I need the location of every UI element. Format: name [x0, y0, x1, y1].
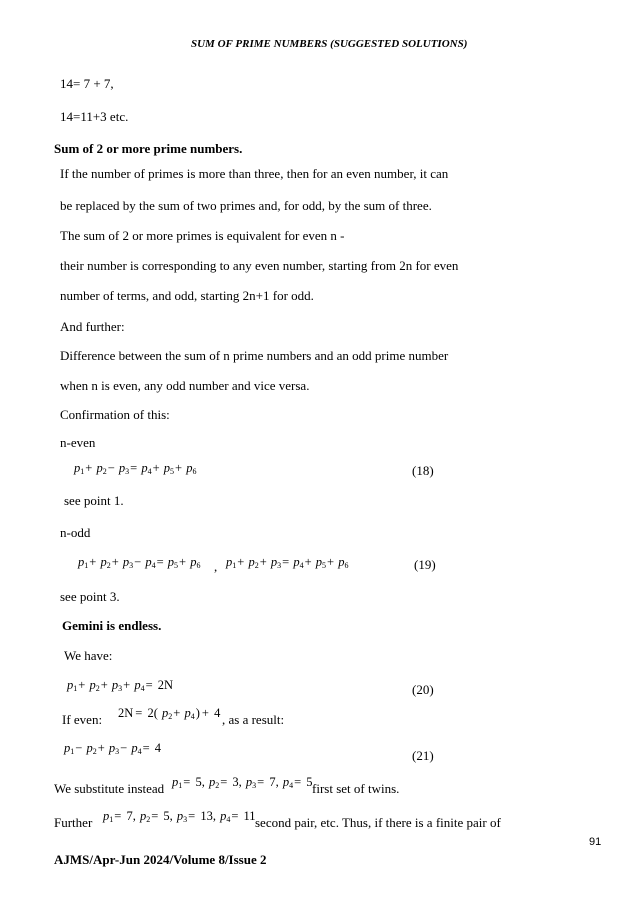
substitute-text: We substitute instead: [54, 781, 165, 796]
if-even-equation: 2N = 2( $p_2+ p_4) + 4$: [118, 706, 221, 721]
gemini-title: Gemini is endless.: [62, 618, 162, 633]
if-even-label: If even:: [62, 712, 103, 727]
first-set-text: first set of twins.: [312, 781, 400, 796]
see-point-1: see point 1.: [64, 493, 124, 508]
paragraph-line: And further:: [60, 319, 125, 334]
paragraph-line: Difference between the sum of n prime numbers and an odd prime number: [60, 348, 449, 363]
equation-number-20: (20): [412, 682, 434, 697]
example-line-2: 14=11+3 etc.: [60, 109, 129, 124]
equation-19-comma: ,: [214, 559, 218, 574]
we-have: We have:: [64, 648, 113, 663]
paragraph-line: their number is corresponding to any even number, starting from 2n for even: [60, 258, 459, 273]
equation-21: $p_1- p_2+ p_3- p_4= 4$: [64, 741, 161, 756]
equation-19-part-b: $p_1+ p_2+ p_3= p_4+ p_5+ p_6$: [226, 555, 349, 570]
equation-20: $p_1+ p_2+ p_3+ p_4= 2N$: [67, 678, 174, 693]
equation-20-rhs: 2N: [157, 678, 174, 692]
paragraph-line: The sum of 2 or more primes is equivalent for even n -: [60, 228, 345, 243]
first-twins-equation: $p_1= 5$, $p_2= 3$, $p_3= 7$, $p_4= 5$: [172, 775, 313, 790]
equation-number-19: (19): [414, 557, 436, 572]
further-text: Further: [54, 815, 93, 830]
paragraph-line: Confirmation of this:: [60, 407, 170, 422]
running-header: SUM OF PRIME NUMBERS (SUGGESTED SOLUTIONS): [191, 38, 468, 50]
equation-number-21: (21): [412, 748, 434, 763]
example-line-1: 14= 7 + 7,: [60, 76, 114, 91]
section-title: Sum of 2 or more prime numbers.: [54, 141, 243, 156]
equation-number-18: (18): [412, 463, 434, 478]
second-pair-equation: $p_1= 7$, $p_2= 5$, $p_3= 13$, $p_4= 11$: [103, 809, 256, 824]
page-number: 91: [589, 836, 602, 848]
paragraph-line: If the number of primes is more than three, then for an even number, it can: [60, 166, 449, 181]
paragraph-line: number of terms, and odd, starting 2n+1 for odd.: [60, 288, 314, 303]
as-result-text: , as a result:: [222, 712, 285, 727]
see-point-3: see point 3.: [60, 589, 120, 604]
n-even-label: n-even: [60, 435, 96, 450]
footer-journal: AJMS/Apr-Jun 2024/Volume 8/Issue 2: [54, 852, 267, 867]
paragraph-line: when n is even, any odd number and vice versa.: [60, 378, 310, 393]
equation-19-part-a: $p_1+ p_2+ p_3- p_4= p_5+ p_6$: [78, 555, 201, 570]
second-pair-text: second pair, etc. Thus, if there is a finite pair of: [255, 815, 501, 830]
n-odd-label: n-odd: [60, 525, 91, 540]
paragraph-line: be replaced by the sum of two primes and, for odd, by the sum of three.: [60, 198, 432, 213]
equation-18: $p_1+ p_2- p_3= p_4+ p_5+ p_6$: [74, 461, 197, 476]
